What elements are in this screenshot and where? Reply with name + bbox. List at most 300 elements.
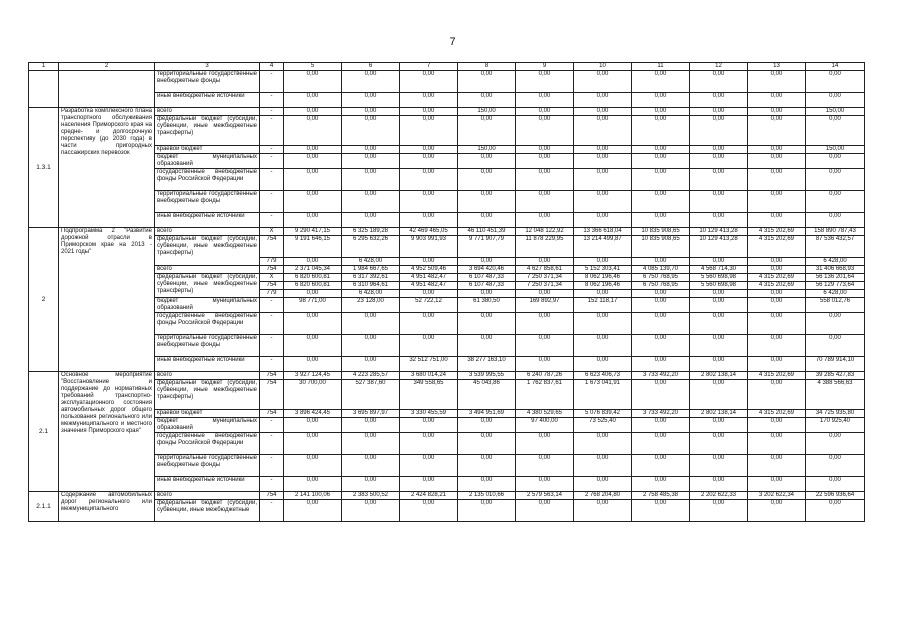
column-number-4: 4: [260, 63, 284, 71]
row-number: 2.1: [29, 372, 59, 492]
value-cell: 8 062 196,46: [574, 282, 632, 290]
value-cell: 0,00: [690, 108, 748, 116]
value-cell: 11 878 229,95: [516, 236, 574, 258]
value-cell: 0,00: [516, 154, 574, 169]
value-cell: 1 762 837,61: [516, 380, 574, 410]
value-cell: 0,00: [632, 335, 690, 357]
funding-source: бюджет муниципальных образований: [155, 418, 260, 433]
funding-source: территориальные государственные внебюджетные фонды: [155, 335, 260, 357]
value-cell: 46 110 451,39: [458, 228, 516, 236]
value-cell: 34 725 935,80: [806, 410, 865, 418]
value-cell: 3 694 420,46: [458, 266, 516, 274]
table-row: [29, 228, 865, 236]
funding-source: государственные внебюджетные фонды Российской Федерации: [155, 433, 260, 455]
funding-source: федеральный бюджет (субсидии, субвенции, иные межбюджетные: [155, 500, 260, 522]
value-cell: 0,00: [748, 500, 806, 522]
grbs-code: -: [260, 213, 284, 228]
value-cell: 6 317 392,61: [342, 274, 400, 282]
value-cell: 0,00: [458, 313, 516, 335]
value-cell: 3 494 951,69: [458, 410, 516, 418]
value-cell: 0,00: [632, 455, 690, 477]
grbs-code: 779: [260, 258, 284, 266]
value-cell: 0,00: [748, 380, 806, 410]
value-cell: 3 695 897,97: [342, 410, 400, 418]
value-cell: 0,00: [516, 433, 574, 455]
budget-table: [28, 62, 865, 522]
value-cell: 0,00: [284, 93, 342, 108]
value-cell: 12 048 122,92: [516, 228, 574, 236]
table-row: [29, 146, 865, 154]
value-cell: 4 085 139,70: [632, 266, 690, 274]
funding-source: всего: [155, 372, 260, 380]
table-row: [29, 93, 865, 108]
value-cell: 0,00: [458, 455, 516, 477]
value-cell: 0,00: [748, 290, 806, 298]
value-cell: 0,00: [400, 93, 458, 108]
value-cell: 0,00: [748, 71, 806, 93]
grbs-code: 754: [260, 372, 284, 380]
value-cell: 0,00: [284, 258, 342, 266]
value-cell: 6 295 632,26: [342, 236, 400, 258]
value-cell: 0,00: [284, 477, 342, 492]
value-cell: 0,00: [806, 191, 865, 213]
column-number-1: 1: [29, 63, 59, 71]
column-number-13: 13: [748, 63, 806, 71]
column-number-10: 10: [574, 63, 632, 71]
table-row: [29, 492, 865, 500]
value-cell: 0,00: [342, 313, 400, 335]
column-number-2: 2: [59, 63, 155, 71]
value-cell: 0,00: [574, 213, 632, 228]
value-cell: 56 136 201,64: [806, 274, 865, 282]
grbs-code: -: [260, 169, 284, 191]
value-cell: 3 330 455,59: [400, 410, 458, 418]
value-cell: 0,00: [748, 433, 806, 455]
value-cell: 0,00: [516, 258, 574, 266]
value-cell: 0,00: [400, 313, 458, 335]
value-cell: 0,00: [574, 169, 632, 191]
value-cell: 0,00: [516, 108, 574, 116]
value-cell: 6 428,00: [806, 258, 865, 266]
value-cell: 0,00: [632, 71, 690, 93]
funding-source: всего: [155, 228, 260, 236]
grbs-code: 754: [260, 266, 284, 274]
value-cell: 0,00: [284, 213, 342, 228]
value-cell: 0,00: [632, 191, 690, 213]
value-cell: 0,00: [342, 116, 400, 146]
value-cell: 0,00: [342, 108, 400, 116]
value-cell: 0,00: [806, 433, 865, 455]
table-row: [29, 455, 865, 477]
value-cell: 45 043,86: [458, 380, 516, 410]
value-cell: 152 118,17: [574, 298, 632, 313]
value-cell: 0,00: [516, 213, 574, 228]
value-cell: 0,00: [342, 357, 400, 372]
value-cell: 0,00: [690, 93, 748, 108]
value-cell: 0,00: [690, 433, 748, 455]
value-cell: 0,00: [690, 455, 748, 477]
value-cell: 0,00: [748, 154, 806, 169]
value-cell: 0,00: [284, 418, 342, 433]
row-number: 1.3.1: [29, 108, 59, 228]
grbs-code: 754: [260, 380, 284, 410]
grbs-code: -: [260, 116, 284, 146]
value-cell: 0,00: [690, 191, 748, 213]
value-cell: 5 560 698,98: [690, 274, 748, 282]
table-row: [29, 71, 865, 93]
value-cell: 0,00: [748, 313, 806, 335]
grbs-code: -: [260, 154, 284, 169]
value-cell: 0,00: [400, 191, 458, 213]
value-cell: 170 925,40: [806, 418, 865, 433]
program-name: Содержание автомобильных дорог регионального или межмуниципального: [59, 492, 155, 522]
value-cell: 0,00: [690, 380, 748, 410]
value-cell: 4 952 509,46: [400, 266, 458, 274]
value-cell: 0,00: [458, 433, 516, 455]
value-cell: 73 525,40: [574, 418, 632, 433]
value-cell: 9 903 991,93: [400, 236, 458, 258]
value-cell: 0,00: [516, 500, 574, 522]
value-cell: 7 250 371,34: [516, 282, 574, 290]
table-row: [29, 154, 865, 169]
value-cell: 558 012,76: [806, 298, 865, 313]
value-cell: 0,00: [400, 418, 458, 433]
value-cell: 52 722,12: [400, 298, 458, 313]
value-cell: 2 141 100,06: [284, 492, 342, 500]
value-cell: 0,00: [400, 433, 458, 455]
value-cell: 8 062 196,46: [574, 274, 632, 282]
value-cell: 0,00: [284, 500, 342, 522]
value-cell: 61 380,50: [458, 298, 516, 313]
value-cell: 0,00: [748, 116, 806, 146]
value-cell: 6 623 406,73: [574, 372, 632, 380]
value-cell: 0,00: [284, 290, 342, 298]
value-cell: 0,00: [458, 418, 516, 433]
value-cell: 0,00: [574, 108, 632, 116]
value-cell: 38 277 163,10: [458, 357, 516, 372]
value-cell: 0,00: [458, 93, 516, 108]
value-cell: 2 768 204,80: [574, 492, 632, 500]
value-cell: 30 700,00: [284, 380, 342, 410]
value-cell: 0,00: [284, 191, 342, 213]
table-row: [29, 410, 865, 418]
value-cell: 0,00: [516, 71, 574, 93]
value-cell: 0,00: [632, 146, 690, 154]
table-row: [29, 418, 865, 433]
column-number-14: 14: [806, 63, 865, 71]
value-cell: 4 388 566,63: [806, 380, 865, 410]
value-cell: 0,00: [284, 154, 342, 169]
value-cell: 150,00: [458, 146, 516, 154]
value-cell: 3 202 622,34: [748, 492, 806, 500]
funding-source: иные внебюджетные источники: [155, 93, 260, 108]
value-cell: 0,00: [632, 357, 690, 372]
value-cell: 6 428,00: [806, 290, 865, 298]
value-cell: 39 285 427,83: [806, 372, 865, 380]
value-cell: 0,00: [574, 146, 632, 154]
column-number-8: 8: [458, 63, 516, 71]
value-cell: 349 558,65: [400, 380, 458, 410]
value-cell: 150,00: [806, 108, 865, 116]
value-cell: 0,00: [400, 290, 458, 298]
grbs-code: -: [260, 418, 284, 433]
value-cell: 0,00: [458, 71, 516, 93]
value-cell: 0,00: [342, 500, 400, 522]
value-cell: 527 387,60: [342, 380, 400, 410]
value-cell: 0,00: [516, 335, 574, 357]
table-row: [29, 357, 865, 372]
funding-source: государственные внебюджетные фонды Российской Федерации: [155, 313, 260, 335]
value-cell: 0,00: [574, 290, 632, 298]
value-cell: 0,00: [400, 154, 458, 169]
value-cell: 0,00: [284, 116, 342, 146]
value-cell: 0,00: [690, 146, 748, 154]
value-cell: 2 802 138,14: [690, 372, 748, 380]
value-cell: 0,00: [574, 191, 632, 213]
value-cell: 6 428,00: [342, 290, 400, 298]
table-row: [29, 298, 865, 313]
value-cell: 0,00: [516, 93, 574, 108]
value-cell: 0,00: [632, 154, 690, 169]
value-cell: 0,00: [574, 116, 632, 146]
value-cell: 0,00: [632, 433, 690, 455]
value-cell: 6 820 600,81: [284, 274, 342, 282]
value-cell: 3 680 014,24: [400, 372, 458, 380]
value-cell: 0,00: [690, 213, 748, 228]
value-cell: 0,00: [284, 108, 342, 116]
value-cell: 0,00: [516, 313, 574, 335]
value-cell: 0,00: [632, 108, 690, 116]
value-cell: 0,00: [748, 108, 806, 116]
value-cell: 0,00: [748, 213, 806, 228]
value-cell: 0,00: [574, 93, 632, 108]
value-cell: 4 315 202,69: [748, 274, 806, 282]
grbs-code: 754: [260, 236, 284, 258]
funding-source: бюджет муниципальных образований: [155, 298, 260, 313]
table-row: [29, 266, 865, 274]
value-cell: 4 315 202,69: [748, 410, 806, 418]
value-cell: 2 424 828,21: [400, 492, 458, 500]
value-cell: 0,00: [516, 357, 574, 372]
value-cell: 0,00: [342, 191, 400, 213]
value-cell: 32 512 751,00: [400, 357, 458, 372]
value-cell: 6 240 787,26: [516, 372, 574, 380]
value-cell: 0,00: [748, 418, 806, 433]
grbs-code: 754: [260, 492, 284, 500]
funding-source: всего: [155, 266, 260, 274]
value-cell: 5 152 303,41: [574, 266, 632, 274]
value-cell: 0,00: [516, 146, 574, 154]
column-number-9: 9: [516, 63, 574, 71]
value-cell: 0,00: [806, 93, 865, 108]
value-cell: 0,00: [632, 116, 690, 146]
value-cell: 6 325 189,28: [342, 228, 400, 236]
value-cell: 0,00: [284, 357, 342, 372]
table-row: [29, 335, 865, 357]
value-cell: 4 315 202,69: [748, 228, 806, 236]
funding-source: федеральный бюджет (субсидии, субвенции, иные межбюджетные трансферты): [155, 116, 260, 146]
value-cell: 87 536 432,57: [806, 236, 865, 258]
value-cell: 9 771 907,79: [458, 236, 516, 258]
value-cell: 6 750 768,95: [632, 282, 690, 290]
value-cell: 0,00: [284, 169, 342, 191]
funding-source: территориальные государственные внебюджетные фонды: [155, 71, 260, 93]
value-cell: 10 129 413,28: [690, 228, 748, 236]
value-cell: 13 366 618,04: [574, 228, 632, 236]
value-cell: 7 250 371,34: [516, 274, 574, 282]
value-cell: 0,00: [690, 313, 748, 335]
value-cell: 0,00: [690, 258, 748, 266]
value-cell: 10 129 413,28: [690, 236, 748, 258]
value-cell: 0,00: [574, 154, 632, 169]
grbs-code: -: [260, 93, 284, 108]
value-cell: 6 428,00: [342, 258, 400, 266]
value-cell: 0,00: [574, 357, 632, 372]
value-cell: 0,00: [806, 455, 865, 477]
value-cell: 0,00: [400, 146, 458, 154]
value-cell: 0,00: [342, 93, 400, 108]
grbs-code: -: [260, 71, 284, 93]
value-cell: 150,00: [458, 108, 516, 116]
table-row: [29, 191, 865, 213]
value-cell: 0,00: [748, 169, 806, 191]
funding-source: иные внебюджетные источники: [155, 213, 260, 228]
funding-source: государственные внебюджетные фонды Российской Федерации: [155, 169, 260, 191]
grbs-code: -: [260, 191, 284, 213]
value-cell: 6 750 768,95: [632, 274, 690, 282]
value-cell: 0,00: [342, 154, 400, 169]
table-row: [29, 213, 865, 228]
table-row: [29, 372, 865, 380]
value-cell: 6 107 487,33: [458, 274, 516, 282]
value-cell: 2 371 045,34: [284, 266, 342, 274]
value-cell: 0,00: [400, 258, 458, 266]
grbs-code: 779: [260, 290, 284, 298]
funding-source: всего: [155, 108, 260, 116]
value-cell: 0,00: [342, 477, 400, 492]
funding-source: краевой бюджет: [155, 410, 260, 418]
value-cell: 0,00: [748, 298, 806, 313]
value-cell: 1 984 667,65: [342, 266, 400, 274]
value-cell: 4 951 482,47: [400, 282, 458, 290]
funding-source: федеральный бюджет (субсидии, субвенции, иные межбюджетные трансферты): [155, 274, 260, 298]
table-row: [29, 169, 865, 191]
value-cell: 0,00: [516, 169, 574, 191]
table-row: [29, 116, 865, 146]
header-row: [29, 63, 865, 71]
grbs-code: -: [260, 108, 284, 116]
value-cell: 0,00: [748, 93, 806, 108]
value-cell: 0,00: [748, 266, 806, 274]
value-cell: 0,00: [516, 477, 574, 492]
funding-source: иные внебюджетные источники: [155, 477, 260, 492]
value-cell: 0,00: [574, 500, 632, 522]
value-cell: 0,00: [400, 213, 458, 228]
value-cell: 0,00: [284, 335, 342, 357]
table-row: [29, 236, 865, 258]
value-cell: 0,00: [690, 71, 748, 93]
value-cell: 2 758 485,38: [632, 492, 690, 500]
funding-source: территориальные государственные внебюджетные фонды: [155, 455, 260, 477]
value-cell: 0,00: [632, 380, 690, 410]
value-cell: 4 627 858,61: [516, 266, 574, 274]
value-cell: 4 568 714,30: [690, 266, 748, 274]
column-number-11: 11: [632, 63, 690, 71]
value-cell: 0,00: [690, 335, 748, 357]
column-number-5: 5: [284, 63, 342, 71]
value-cell: 0,00: [284, 455, 342, 477]
value-cell: 0,00: [632, 93, 690, 108]
value-cell: 0,00: [342, 335, 400, 357]
value-cell: 4 315 202,69: [748, 282, 806, 290]
program-name: Подпрограмма 2 "Развитие дорожной отрасли в Приморском крае на 2013 - 2021 годы": [59, 228, 155, 372]
value-cell: 0,00: [574, 455, 632, 477]
value-cell: 0,00: [342, 433, 400, 455]
value-cell: 2 579 563,14: [516, 492, 574, 500]
value-cell: 0,00: [690, 298, 748, 313]
value-cell: 0,00: [806, 335, 865, 357]
grbs-code: -: [260, 313, 284, 335]
value-cell: 0,00: [690, 500, 748, 522]
value-cell: 0,00: [806, 116, 865, 146]
value-cell: 5 076 839,42: [574, 410, 632, 418]
value-cell: 0,00: [458, 116, 516, 146]
value-cell: 0,00: [284, 433, 342, 455]
value-cell: 0,00: [400, 116, 458, 146]
table-row: [29, 380, 865, 410]
value-cell: 0,00: [632, 258, 690, 266]
grbs-code: -: [260, 477, 284, 492]
value-cell: 6 107 487,33: [458, 282, 516, 290]
value-cell: 0,00: [458, 290, 516, 298]
value-cell: 0,00: [806, 477, 865, 492]
value-cell: 3 927 124,45: [284, 372, 342, 380]
table-row: [29, 433, 865, 455]
value-cell: 2 202 622,33: [690, 492, 748, 500]
value-cell: 0,00: [632, 500, 690, 522]
value-cell: 0,00: [690, 116, 748, 146]
value-cell: 0,00: [342, 169, 400, 191]
value-cell: 169 892,97: [516, 298, 574, 313]
row-number: 2.1.1: [29, 492, 59, 522]
page-number: 7: [449, 36, 456, 48]
value-cell: 0,00: [748, 357, 806, 372]
value-cell: 0,00: [516, 116, 574, 146]
value-cell: 4 951 482,47: [400, 274, 458, 282]
value-cell: 0,00: [400, 477, 458, 492]
value-cell: 0,00: [342, 418, 400, 433]
grbs-code: -: [260, 298, 284, 313]
grbs-code: 754: [260, 410, 284, 418]
value-cell: 0,00: [400, 108, 458, 116]
grbs-code: -: [260, 335, 284, 357]
grbs-code: -: [260, 433, 284, 455]
value-cell: 0,00: [342, 71, 400, 93]
value-cell: 0,00: [400, 71, 458, 93]
value-cell: 3 539 995,55: [458, 372, 516, 380]
table-row: [29, 274, 865, 282]
value-cell: 0,00: [690, 290, 748, 298]
grbs-code: X: [260, 274, 284, 282]
program-name: [59, 71, 155, 108]
value-cell: 0,00: [574, 477, 632, 492]
value-cell: 0,00: [400, 455, 458, 477]
value-cell: 3 896 424,45: [284, 410, 342, 418]
value-cell: 6 310 964,61: [342, 282, 400, 290]
value-cell: 4 223 285,57: [342, 372, 400, 380]
value-cell: 0,00: [632, 298, 690, 313]
table-row: [29, 500, 865, 522]
